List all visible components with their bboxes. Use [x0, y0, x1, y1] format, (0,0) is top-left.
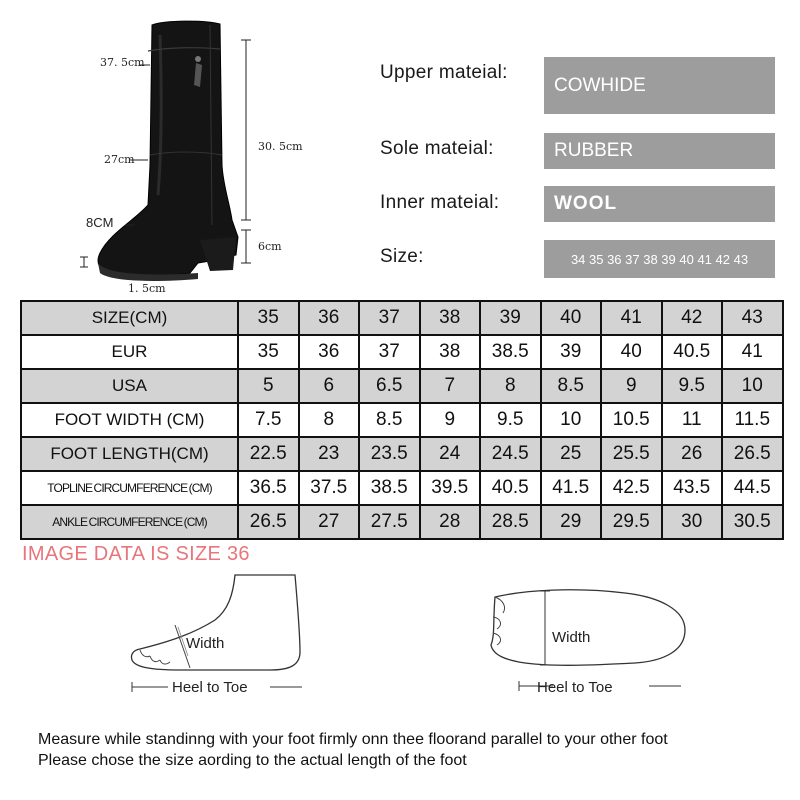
size-label: Size: — [380, 246, 424, 267]
table-cell: 38.5 — [359, 471, 420, 505]
table-cell: 11 — [662, 403, 723, 437]
table-cell: 5 — [238, 369, 299, 403]
table-cell: 25 — [541, 437, 602, 471]
row-header: FOOT LENGTH(CM) — [21, 437, 238, 471]
table-cell: 9 — [420, 403, 481, 437]
table-cell: 8.5 — [541, 369, 602, 403]
table-cell: 30.5 — [722, 505, 783, 539]
image-data-note: IMAGE DATA IS SIZE 36 — [22, 543, 250, 565]
table-cell: 44.5 — [722, 471, 783, 505]
table-cell: 36.5 — [238, 471, 299, 505]
table-cell: 42.5 — [601, 471, 662, 505]
shaft-width-label: 27cm — [104, 153, 135, 166]
table-cell: 23.5 — [359, 437, 420, 471]
table-row — [21, 437, 783, 471]
row-header: USA — [21, 369, 238, 403]
foot-top-icon — [491, 590, 685, 666]
table-cell: 43 — [722, 301, 783, 335]
top-heel-to-toe-label: Heel to Toe — [537, 679, 613, 696]
table-cell: 38 — [420, 301, 481, 335]
instruction-line-2: Please chose the size aording to the actual length of the foot — [38, 752, 467, 769]
table-cell: 6 — [299, 369, 360, 403]
table-cell: 10.5 — [601, 403, 662, 437]
table-cell: 39.5 — [420, 471, 481, 505]
table-cell: 8.5 — [359, 403, 420, 437]
size-chart-table — [20, 300, 784, 540]
table-cell: 24 — [420, 437, 481, 471]
table-cell: 27.5 — [359, 505, 420, 539]
table-cell: 40.5 — [480, 471, 541, 505]
table-cell: 24.5 — [480, 437, 541, 471]
table-cell: 8 — [299, 403, 360, 437]
table-cell: 22.5 — [238, 437, 299, 471]
instruction-line-1: Measure while standinng with your foot firmly onn thee floorand parallel to your other foot — [38, 731, 668, 748]
sole-height-label: 6cm — [258, 240, 282, 253]
table-cell: 39 — [480, 301, 541, 335]
table-cell: 6.5 — [359, 369, 420, 403]
table-cell: 7.5 — [238, 403, 299, 437]
row-header: EUR — [21, 335, 238, 369]
table-cell: 28.5 — [480, 505, 541, 539]
table-cell: 8 — [480, 369, 541, 403]
table-cell: 39 — [541, 335, 602, 369]
table-row — [21, 369, 783, 403]
table-row — [21, 335, 783, 369]
table-cell: 9 — [601, 369, 662, 403]
table-cell: 37 — [359, 301, 420, 335]
table-cell: 30 — [662, 505, 723, 539]
table-row — [21, 505, 783, 539]
row-header: SIZE(CM) — [21, 301, 238, 335]
side-heel-to-toe-label: Heel to Toe — [172, 679, 248, 696]
top-width-label: Width — [552, 629, 591, 646]
table-cell: 40 — [601, 335, 662, 369]
table-cell: 43.5 — [662, 471, 723, 505]
table-cell: 26.5 — [238, 505, 299, 539]
sole-material-label: Sole mateial: — [380, 138, 494, 159]
foot-side-icon — [131, 575, 300, 670]
table-cell: 25.5 — [601, 437, 662, 471]
sole-material-value: RUBBER — [544, 133, 775, 169]
table-cell: 41 — [601, 301, 662, 335]
table-row — [21, 403, 783, 437]
table-row — [21, 301, 783, 335]
table-cell: 28 — [420, 505, 481, 539]
table-cell: 38 — [420, 335, 481, 369]
table-cell: 9.5 — [662, 369, 723, 403]
table-cell: 10 — [541, 403, 602, 437]
inner-material-value: WOOL — [544, 186, 775, 222]
inner-material-label: Inner mateial: — [380, 192, 500, 213]
table-cell: 9.5 — [480, 403, 541, 437]
table-cell: 36 — [299, 335, 360, 369]
table-cell: 40 — [541, 301, 602, 335]
platform-label: 1. 5cm — [128, 282, 166, 295]
table-cell: 38.5 — [480, 335, 541, 369]
table-cell: 10 — [722, 369, 783, 403]
table-cell: 35 — [238, 335, 299, 369]
table-cell: 35 — [238, 301, 299, 335]
heel-height-label: 8CM — [86, 215, 114, 230]
table-cell: 11.5 — [722, 403, 783, 437]
table-row — [21, 471, 783, 505]
table-cell: 23 — [299, 437, 360, 471]
upper-material-value: COWHIDE — [544, 57, 775, 114]
top-circumference-label: 37. 5cm — [100, 56, 145, 69]
table-cell: 37.5 — [299, 471, 360, 505]
upper-material-label: Upper mateial: — [380, 62, 508, 83]
table-cell: 26 — [662, 437, 723, 471]
table-cell: 40.5 — [662, 335, 723, 369]
size-range-value: 34 35 36 37 38 39 40 41 42 43 — [544, 240, 775, 278]
table-cell: 29 — [541, 505, 602, 539]
table-cell: 42 — [662, 301, 723, 335]
table-cell: 37 — [359, 335, 420, 369]
row-header: ANKLE CIRCUMFERENCE (CM) — [21, 505, 238, 539]
table-cell: 27 — [299, 505, 360, 539]
table-cell: 29.5 — [601, 505, 662, 539]
side-width-label: Width — [186, 635, 225, 652]
row-header: TOPLINE CIRCUMFERENCE (CM) — [21, 471, 238, 505]
table-cell: 36 — [299, 301, 360, 335]
table-cell: 7 — [420, 369, 481, 403]
table-cell: 41 — [722, 335, 783, 369]
table-cell: 26.5 — [722, 437, 783, 471]
shaft-height-label: 30. 5cm — [258, 140, 303, 153]
row-header: FOOT WIDTH (CM) — [21, 403, 238, 437]
table-cell: 41.5 — [541, 471, 602, 505]
